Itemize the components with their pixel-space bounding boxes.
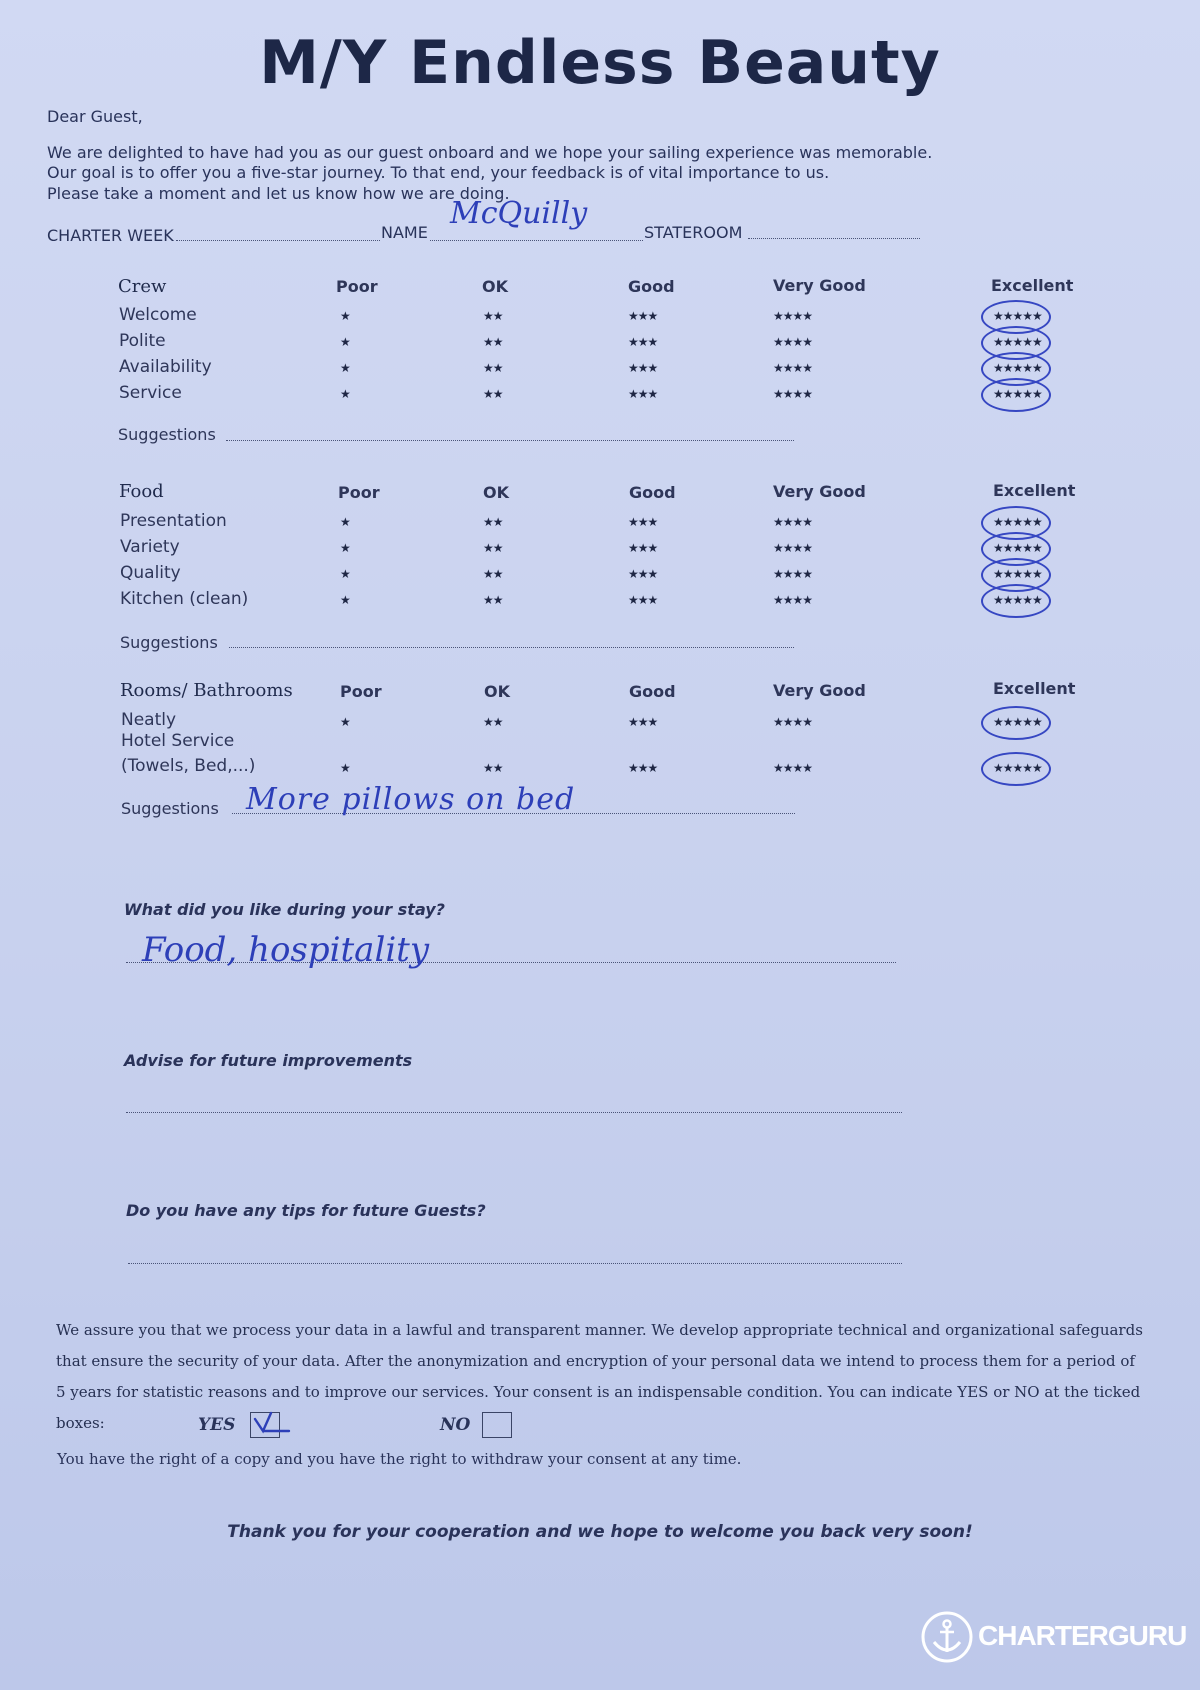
col-excellent: Excellent — [993, 679, 1076, 698]
rating-stars[interactable]: ★★★★★ — [993, 593, 1042, 607]
stateroom-label: STATEROOM — [644, 223, 743, 242]
row-label: Neatly — [121, 710, 177, 730]
name-field[interactable] — [430, 240, 643, 241]
greeting: Dear Guest, — [47, 107, 143, 126]
consent-no-label: NO — [440, 1415, 471, 1435]
rating-stars[interactable]: ★★★★★ — [993, 387, 1042, 401]
rating-stars[interactable]: ★★ — [483, 761, 503, 775]
rating-stars[interactable]: ★ — [340, 593, 350, 607]
rating-stars[interactable]: ★★★★★ — [993, 761, 1042, 775]
col-excellent: Excellent — [991, 276, 1074, 295]
food-suggestions-field[interactable] — [229, 647, 794, 648]
rating-stars[interactable]: ★★★ — [628, 361, 658, 375]
consent-yes-checkbox[interactable] — [250, 1412, 280, 1438]
consent-yes-label: YES — [198, 1415, 236, 1435]
rating-stars[interactable]: ★ — [340, 387, 350, 401]
rating-stars[interactable]: ★★★ — [628, 335, 658, 349]
rating-stars[interactable]: ★ — [340, 761, 350, 775]
rating-stars[interactable]: ★ — [340, 335, 350, 349]
rating-stars[interactable]: ★ — [340, 309, 350, 323]
rating-stars[interactable]: ★★★★★ — [993, 715, 1042, 729]
rating-stars[interactable]: ★★★★ — [773, 541, 813, 555]
rating-stars[interactable]: ★★★★ — [773, 715, 813, 729]
row-label: (Towels, Bed,...) — [121, 756, 256, 776]
rating-stars[interactable]: ★★ — [483, 593, 503, 607]
rating-stars[interactable]: ★★ — [483, 567, 503, 581]
col-good: Good — [629, 682, 676, 701]
rating-stars[interactable]: ★★ — [483, 387, 503, 401]
intro-line-2: Our goal is to offer you a five-star journey. To that end, your feedback is of vital importance to us. — [47, 163, 830, 182]
rating-stars[interactable]: ★★★ — [628, 761, 658, 775]
row-label: Availability — [119, 357, 212, 377]
selected-rating-circle — [981, 706, 1051, 740]
row-label: Service — [119, 383, 182, 403]
consent-text: We assure you that we process your data in a lawful and transparent manner. We develop appropriate technical and organizational safeguards that ensure the security of your data. After the anonymization and encryption of your personal data we intend to process them for a period of 5 years for statistic reasons and to improve our services. Your consent is an indispensable condition. You can indicate YES or NO at the ticked boxes: — [56, 1321, 1143, 1432]
rating-stars[interactable]: ★★★ — [628, 309, 658, 323]
rating-stars[interactable]: ★★★ — [628, 541, 658, 555]
row-label: Presentation — [120, 511, 227, 531]
rating-stars[interactable]: ★★ — [483, 715, 503, 729]
rating-stars[interactable]: ★ — [340, 715, 350, 729]
rating-stars[interactable]: ★★★★★ — [993, 335, 1042, 349]
col-very-good: Very Good — [773, 276, 866, 295]
tips-answer-field[interactable] — [128, 1263, 902, 1264]
consent-rights: You have the right of a copy and you have the right to withdraw your consent at any time. — [57, 1450, 742, 1468]
checkmark-icon — [249, 1407, 293, 1437]
rating-stars[interactable]: ★★★ — [628, 715, 658, 729]
charter-week-field[interactable] — [176, 240, 380, 241]
rating-stars[interactable]: ★★★★ — [773, 335, 813, 349]
rating-stars[interactable]: ★ — [340, 567, 350, 581]
section-title-food: Food — [119, 481, 164, 502]
question-tips: Do you have any tips for future Guests? — [126, 1201, 486, 1220]
col-good: Good — [629, 483, 676, 502]
intro-line-3: Please take a moment and let us know how we are doing. — [47, 184, 510, 203]
rating-stars[interactable]: ★★★ — [628, 567, 658, 581]
rooms-suggestions-value: More pillows on bed — [246, 782, 576, 817]
row-label: Hotel Service — [121, 731, 235, 751]
section-title-crew: Crew — [118, 276, 167, 297]
liked-answer-value: Food, hospitality — [142, 930, 430, 970]
intro-line-1: We are delighted to have had you as our guest onboard and we hope your sailing experience was memorable. — [47, 143, 933, 162]
col-poor: Poor — [338, 483, 380, 502]
rating-stars[interactable]: ★★★★★ — [993, 541, 1042, 555]
suggestions-label: Suggestions — [121, 799, 219, 818]
rating-stars[interactable]: ★★★★ — [773, 309, 813, 323]
name-label: NAME — [381, 223, 428, 242]
rating-stars[interactable]: ★★★ — [628, 387, 658, 401]
rating-stars[interactable]: ★★★★★ — [993, 515, 1042, 529]
crew-suggestions-field[interactable] — [226, 440, 794, 441]
section-title-rooms: Rooms/ Bathrooms — [120, 680, 293, 701]
anchor-icon — [920, 1610, 974, 1664]
rating-stars[interactable]: ★★★★ — [773, 515, 813, 529]
improvements-answer-field[interactable] — [126, 1112, 902, 1113]
row-label: Polite — [119, 331, 166, 351]
col-excellent: Excellent — [993, 481, 1076, 500]
rating-stars[interactable]: ★★★★ — [773, 567, 813, 581]
row-label: Variety — [120, 537, 180, 557]
charter-week-label: CHARTER WEEK — [47, 226, 174, 245]
question-liked: What did you like during your stay? — [124, 900, 445, 919]
rating-stars[interactable]: ★★★★★ — [993, 567, 1042, 581]
question-improvements: Advise for future improvements — [124, 1051, 413, 1070]
page-title: M/Y Endless Beauty — [259, 28, 941, 98]
col-very-good: Very Good — [773, 681, 866, 700]
rating-stars[interactable]: ★★ — [483, 541, 503, 555]
rating-stars[interactable]: ★★★★ — [773, 387, 813, 401]
rating-stars[interactable]: ★ — [340, 361, 350, 375]
col-good: Good — [628, 277, 675, 296]
row-label: Kitchen (clean) — [120, 589, 249, 609]
col-poor: Poor — [336, 277, 378, 296]
rating-stars[interactable]: ★ — [340, 541, 350, 555]
consent-no-checkbox[interactable] — [482, 1412, 512, 1438]
suggestions-label: Suggestions — [120, 633, 218, 652]
rating-stars[interactable]: ★★★★ — [773, 593, 813, 607]
row-label: Quality — [120, 563, 181, 583]
thank-you-note: Thank you for your cooperation and we hope to welcome you back very soon! — [227, 1522, 973, 1542]
col-ok: OK — [483, 483, 509, 502]
rating-stars[interactable]: ★★★★★ — [993, 361, 1042, 375]
rating-stars[interactable]: ★★★★ — [773, 361, 813, 375]
rating-stars[interactable]: ★★★ — [628, 515, 658, 529]
rating-stars[interactable]: ★★ — [483, 335, 503, 349]
rating-stars[interactable]: ★★ — [483, 309, 503, 323]
selected-rating-circle — [981, 584, 1051, 618]
col-very-good: Very Good — [773, 482, 866, 501]
row-label: Welcome — [119, 305, 197, 325]
selected-rating-circle — [981, 752, 1051, 786]
selected-rating-circle — [981, 378, 1051, 412]
stateroom-field[interactable] — [748, 238, 920, 239]
brand-name: CHARTERGURU — [978, 1620, 1187, 1651]
rating-stars[interactable]: ★★★ — [628, 593, 658, 607]
rating-stars[interactable]: ★★★★ — [773, 761, 813, 775]
name-value: McQuilly — [450, 196, 588, 231]
rating-stars[interactable]: ★ — [340, 515, 350, 529]
rating-stars[interactable]: ★★ — [483, 515, 503, 529]
rating-stars[interactable]: ★★★★★ — [993, 309, 1042, 323]
col-poor: Poor — [340, 682, 382, 701]
col-ok: OK — [482, 277, 508, 296]
suggestions-label: Suggestions — [118, 425, 216, 444]
col-ok: OK — [484, 682, 510, 701]
rating-stars[interactable]: ★★ — [483, 361, 503, 375]
